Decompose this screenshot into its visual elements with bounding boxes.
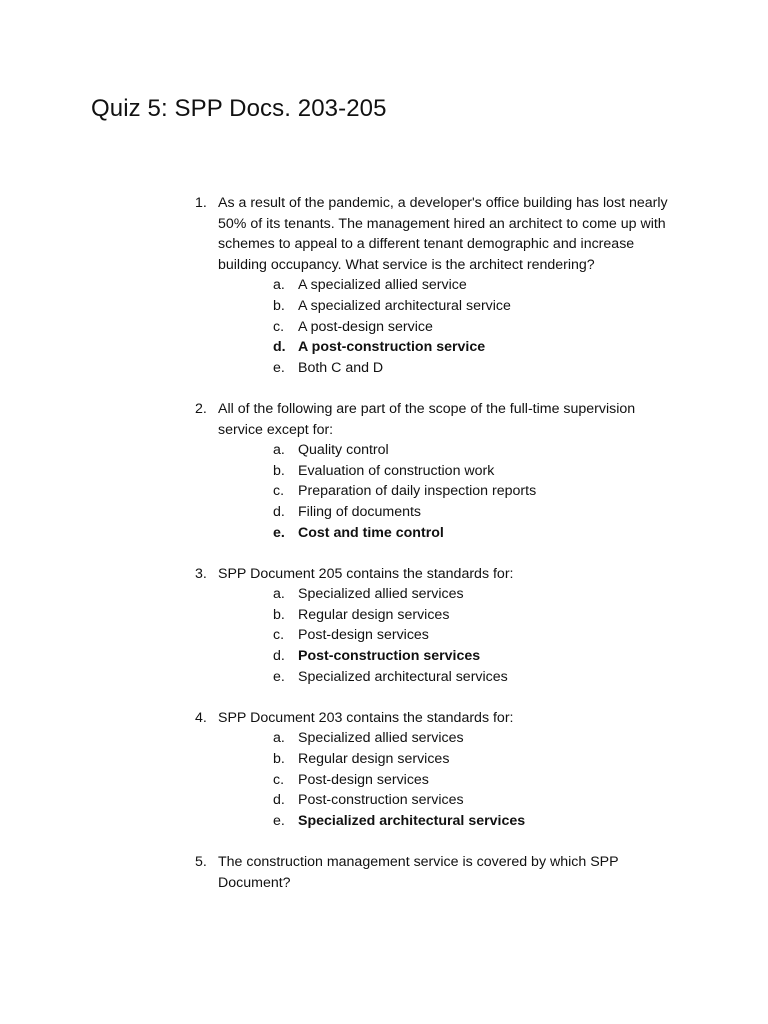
option-letter: d.: [273, 503, 285, 520]
option-letter: b.: [273, 751, 285, 768]
option-b: [218, 605, 670, 626]
option-letter: e.: [273, 524, 285, 541]
option-text: Specialized architectural services: [298, 668, 508, 685]
option-text: Post-design services: [298, 771, 429, 788]
option-list: [218, 584, 670, 687]
option-text: Cost and time control: [298, 524, 444, 541]
question-1: [190, 193, 670, 378]
option-text: Quality control: [298, 442, 389, 459]
option-text: A post-design service: [298, 318, 433, 335]
option-text: Both C and D: [298, 359, 384, 376]
option-letter: d.: [273, 792, 285, 809]
question-3: [190, 564, 670, 688]
option-d-correct-answer: [218, 646, 670, 667]
option-c: [218, 481, 670, 502]
option-letter: a.: [273, 442, 285, 459]
option-d: [218, 502, 670, 523]
option-letter: c.: [273, 771, 285, 788]
question-text: All of the following are part of the scope of the full-time supervision service except for:: [218, 400, 636, 438]
option-c: [218, 625, 670, 646]
option-d: [218, 790, 670, 811]
option-text: A post-construction service: [298, 339, 486, 356]
option-letter: e.: [273, 812, 285, 829]
option-text: Regular design services: [298, 751, 450, 768]
option-list: [218, 440, 670, 543]
option-letter: e.: [273, 359, 285, 376]
option-letter: c.: [273, 483, 285, 500]
option-e: [218, 358, 670, 379]
option-e-correct-answer: [218, 523, 670, 544]
option-b: [218, 461, 670, 482]
option-text: Evaluation of construction work: [298, 462, 495, 479]
option-a: [218, 275, 670, 296]
question-text: SPP Document 205 contains the standards for:: [218, 565, 514, 582]
option-c: [218, 317, 670, 338]
option-text: Specialized allied services: [298, 730, 464, 747]
option-text: A specialized allied service: [298, 277, 467, 294]
option-letter: b.: [273, 462, 285, 479]
option-a: [218, 440, 670, 461]
option-list: [218, 728, 670, 831]
question-2: [190, 399, 670, 543]
option-letter: c.: [273, 318, 285, 335]
question-4: [190, 708, 670, 832]
page-title: Quiz 5: SPP Docs. 203-205: [91, 95, 387, 122]
option-text: Post-construction services: [298, 792, 464, 809]
option-a: [218, 728, 670, 749]
option-letter: e.: [273, 668, 285, 685]
question-list: [190, 193, 670, 914]
option-text: A specialized architectural service: [298, 297, 511, 314]
option-letter: a.: [273, 730, 285, 747]
option-e: [218, 667, 670, 688]
option-text: Preparation of daily inspection reports: [298, 483, 537, 500]
option-c: [218, 770, 670, 791]
question-text: The construction management service is covered by which SPP Document?: [218, 854, 619, 891]
question-text: As a result of the pandemic, a developer's office building has lost nearly 50% of its tenants. The management hired an architect to come up with schemes to appeal to a different tenant demographic and increase building occupancy. What service is the architect rendering?: [218, 195, 668, 273]
question-5: [190, 852, 670, 893]
option-text: Specialized allied services: [298, 586, 464, 603]
question-number: 5.: [195, 854, 207, 870]
option-b: [218, 296, 670, 317]
option-a: [218, 584, 670, 605]
question-number: 2.: [195, 400, 207, 417]
option-letter: d.: [273, 648, 285, 665]
question-text: SPP Document 203 contains the standards for:: [218, 709, 514, 726]
option-letter: c.: [273, 627, 285, 644]
question-number: 1.: [195, 195, 207, 211]
option-text: Regular design services: [298, 606, 450, 623]
option-text: Post-design services: [298, 627, 429, 644]
option-text: Specialized architectural services: [298, 812, 526, 829]
option-d-correct-answer: [218, 337, 670, 358]
option-b: [218, 749, 670, 770]
option-letter: a.: [273, 277, 285, 294]
option-letter: d.: [273, 339, 286, 356]
option-text: Filing of documents: [298, 503, 422, 520]
question-number: 4.: [195, 709, 207, 726]
option-text: Post-construction services: [298, 648, 481, 665]
option-letter: b.: [273, 606, 285, 623]
option-letter: a.: [273, 586, 285, 603]
question-number: 3.: [195, 565, 207, 582]
option-list: [218, 275, 670, 378]
option-e-correct-answer: [218, 811, 670, 832]
option-letter: b.: [273, 297, 285, 314]
